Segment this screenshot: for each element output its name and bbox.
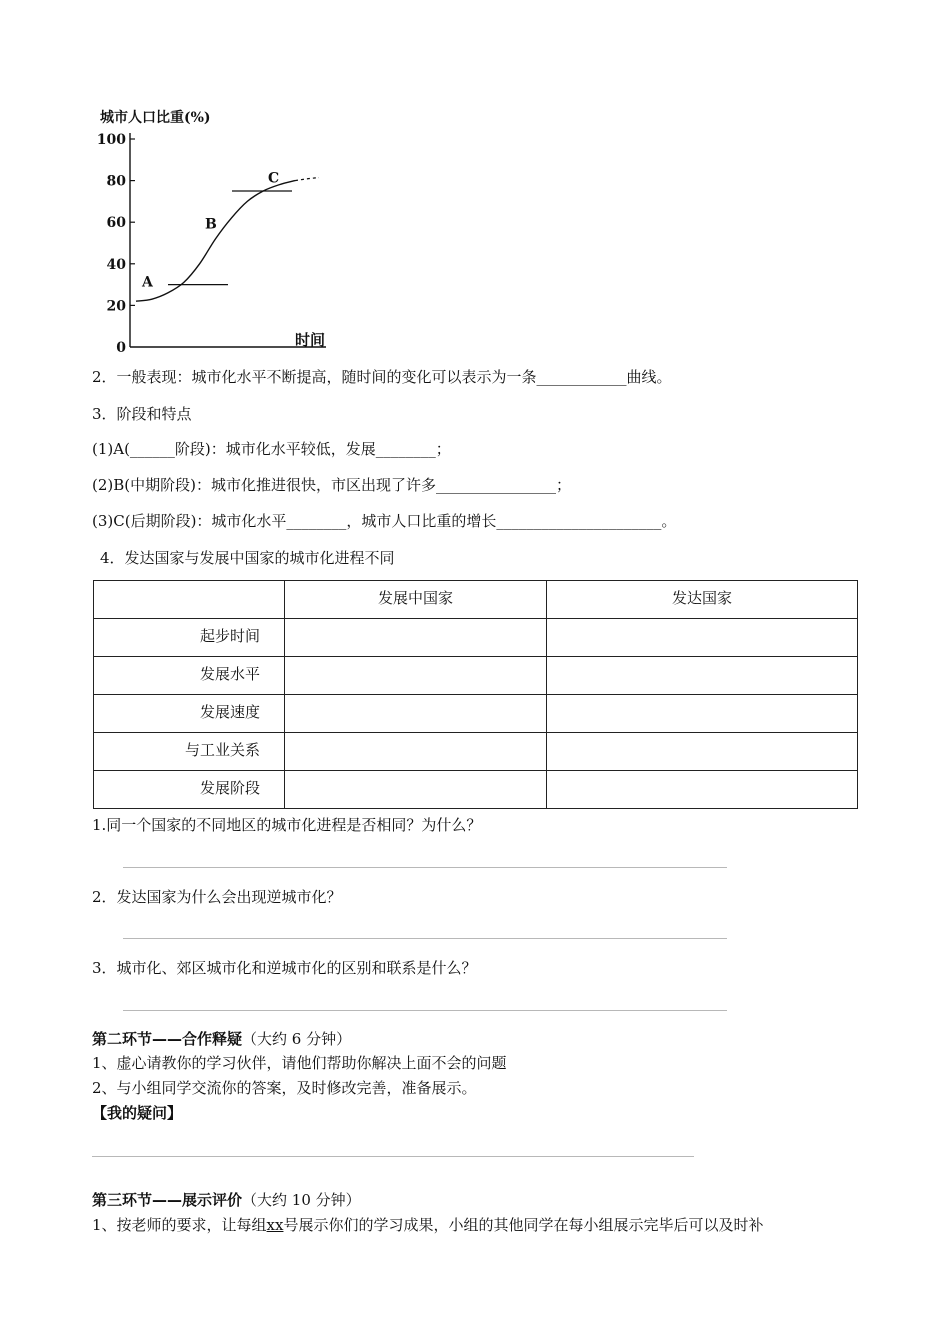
- question-3: 3．城市化、郊区城市化和逆城市化的区别和联系是什么？: [92, 959, 477, 977]
- q2-line: 2．一般表现：城市化水平不断提高，随时间的变化可以表示为一条____________曲线。: [92, 368, 672, 386]
- table-cell[interactable]: [547, 771, 858, 809]
- q3-stage-c: (3)C(后期阶段)：城市化水平________，城市人口比重的增长______________________。: [92, 512, 677, 530]
- table-cell[interactable]: [547, 733, 858, 771]
- table-cell[interactable]: [285, 695, 547, 733]
- q4-heading: 4．发达国家与发展中国家的城市化进程不同: [100, 549, 395, 567]
- section3-title: 第三环节——展示评价: [92, 1191, 243, 1209]
- my-question-heading: 【我的疑问】: [92, 1104, 183, 1122]
- table-cell[interactable]: [547, 695, 858, 733]
- row-label: 起步时间: [94, 619, 285, 657]
- urbanization-curve: [136, 181, 295, 302]
- table-row: [94, 657, 858, 695]
- table-header-cell: 发展中国家: [285, 581, 547, 619]
- urbanization-curve-extension: [295, 178, 319, 181]
- table-header-cell: 发达国家: [547, 581, 858, 619]
- table-row: [94, 619, 858, 657]
- table-header-row: [94, 581, 858, 619]
- section2-heading: [92, 1028, 351, 1050]
- y-tick-label: 100: [96, 132, 126, 148]
- table-row: [94, 695, 858, 733]
- y-tick-label: 0: [116, 340, 126, 355]
- y-tick-label: 60: [106, 215, 126, 232]
- y-tick-label: 80: [106, 173, 126, 190]
- y-tick-label: 40: [106, 256, 126, 273]
- q3-heading: 3．阶段和特点: [92, 405, 192, 423]
- table-header-cell: [94, 581, 285, 619]
- table-cell[interactable]: [285, 657, 547, 695]
- table-row: [94, 733, 858, 771]
- x-axis-label: 时间: [295, 331, 326, 349]
- answer-line-2[interactable]: [123, 938, 727, 939]
- answer-line-3[interactable]: [123, 1010, 727, 1011]
- stage-label-a: A: [142, 274, 153, 291]
- question-2: 2．发达国家为什么会出现逆城市化？: [92, 888, 342, 906]
- table-cell[interactable]: [285, 771, 547, 809]
- q3-stage-a: (1)A(______阶段)：城市化水平较低，发展________；: [92, 440, 451, 458]
- row-label: 发展速度: [94, 695, 285, 733]
- y-axis-label: 城市人口比重(%): [100, 110, 211, 126]
- stage-label-c: C: [268, 170, 280, 187]
- table-cell[interactable]: [547, 619, 858, 657]
- row-label: 发展水平: [94, 657, 285, 695]
- group-number: xx: [266, 1216, 284, 1234]
- comparison-table: [93, 580, 858, 809]
- answer-line-1[interactable]: [123, 867, 727, 868]
- question-1: 1.同一个国家的不同地区的城市化进程是否相同？为什么？: [92, 816, 482, 834]
- my-question-line[interactable]: [92, 1156, 694, 1157]
- section2-title: 第二环节——合作释疑: [92, 1030, 243, 1048]
- table-cell[interactable]: [285, 619, 547, 657]
- section3-item-1: 1、按老师的要求，让每组xx号展示你们的学习成果，小组的其他同学在每小组展示完毕后可以及时补: [92, 1216, 764, 1234]
- section3-heading: [92, 1189, 361, 1211]
- section2-item-1: 1、虚心请教你的学习伙伴，请他们帮助你解决上面不会的问题: [92, 1054, 507, 1072]
- urbanization-curve-chart: [90, 100, 340, 355]
- stage-label-b: B: [205, 216, 217, 233]
- q3-stage-b: (2)B(中期阶段)：城市化推进很快，市区出现了许多________________；: [92, 476, 571, 494]
- table-cell[interactable]: [547, 657, 858, 695]
- row-label: 与工业关系: [94, 733, 285, 771]
- table-row: [94, 771, 858, 809]
- y-tick-label: 20: [106, 298, 126, 315]
- section3-time: （大约 10 分钟）: [242, 1191, 361, 1209]
- section2-time: （大约 6 分钟）: [242, 1030, 352, 1048]
- row-label: 发展阶段: [94, 771, 285, 809]
- table-cell[interactable]: [285, 733, 547, 771]
- section2-item-2: 2、与小组同学交流你的答案，及时修改完善，准备展示。: [92, 1079, 477, 1097]
